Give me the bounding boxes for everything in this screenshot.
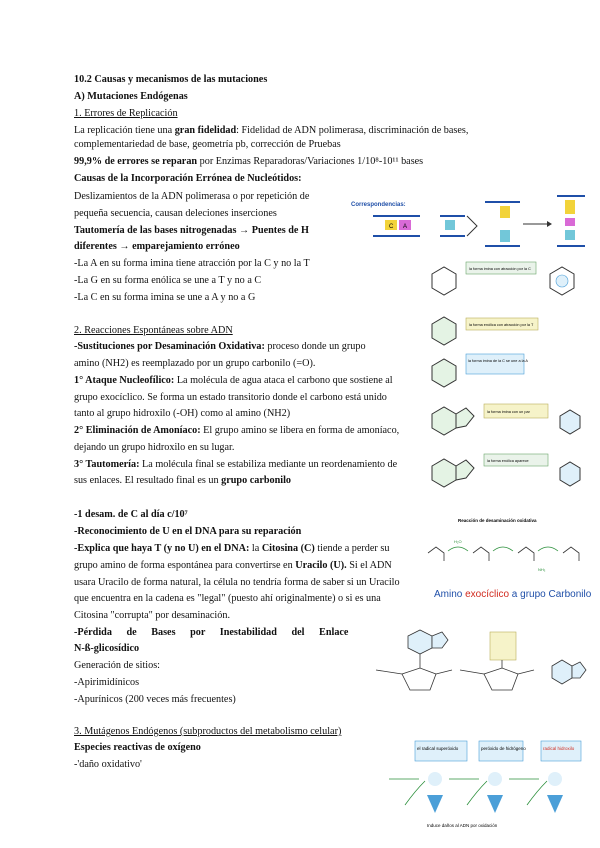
sitio-item: -Apirimidínicos [74, 677, 140, 688]
tautomer-row [432, 454, 580, 487]
step3-line2-bold: grupo carbonilo [221, 475, 292, 486]
svg-text:A: A [403, 224, 408, 230]
step2-bold: 2° Eliminación de Amoníaco: [74, 425, 201, 436]
correspondence-title: Correspondencias: [351, 202, 406, 208]
sitio-item: -Apurínicos (200 veces más frecuentes) [74, 694, 236, 705]
sust-line2: amino (NH2) es reemplazado por un grupo carbonilo (=O). [74, 358, 316, 369]
step1-line1 [74, 374, 393, 387]
expl-line1 [74, 542, 389, 555]
expl-line2-bold: Uracilo (U). [295, 560, 347, 571]
sugar-ring-middle [460, 660, 534, 690]
deamination-reaction-figure [418, 513, 598, 583]
p1-rest: : Fidelidad de ADN polimerasa, discriminación de bases, [236, 125, 469, 136]
tautomer-structures-figure [420, 256, 600, 506]
sust-rest: proceso donde un grupo [264, 341, 366, 352]
desliz-line1: Deslizamientos de la ADN polimerasa o por repetición de [74, 191, 310, 202]
amino-word: Amino [434, 589, 466, 600]
perdida-line1: -Pérdida de Bases por Inestabilidad del Enlace [74, 627, 349, 638]
tautomer-label: la forma enólica aparece [487, 459, 529, 463]
step1-rest: La molécula de agua ataca el carbono que sostiene al [174, 375, 393, 386]
step3-rest: La molécula final se estabiliza mediante un reordenamiento de [139, 459, 398, 470]
expl-bold1: -Explica que haya T (y no U) en el DNA: [74, 543, 250, 554]
base-pair-left [373, 216, 420, 236]
step1-line3: tanto al grupo hidroxilo (-OH) como al amino (NH2) [74, 408, 291, 419]
expl-bold2: Citosina (C) [261, 543, 315, 554]
causas-heading: Causas de la Incorporación Errónea de Nucleótidos: [74, 173, 302, 184]
correspondence-diagram [345, 188, 595, 258]
recon-line: -Reconocimiento de U en el DNA para su reparación [74, 526, 302, 537]
tauto-list-item: -La A en su forma imina tiene atracción por la C y no la T [74, 258, 310, 269]
errores-p1 [74, 124, 532, 137]
espontaneas-heading: 2. Reacciones Espontáneas sobre ADN [74, 325, 233, 336]
tautomer-label: la forma enólica con atracción por la T [469, 323, 534, 327]
errores-p2 [74, 155, 423, 168]
svg-text:C: C [389, 224, 394, 230]
expl-line2 [74, 559, 392, 572]
tautomer-row [432, 262, 574, 295]
exociclico-word: exocíclico [465, 589, 510, 600]
ros-box-label: radical hidroxilo [543, 746, 575, 751]
p1-prefix: La replicación tiene una [74, 125, 175, 136]
mutagenos-heading: 3. Mutágenos Endógenos (subproductos del metabolismo celular) [74, 726, 342, 737]
sust-bold: -Sustituciones por Desaminación Oxidativa: [74, 341, 265, 352]
tautomer-label: la forma imina de la C se une a la A [468, 359, 528, 363]
step2-line2: dejando un grupo hidroxilo en su lugar. [74, 442, 235, 453]
ros-figure [375, 735, 595, 835]
svg-text:H₂O: H₂O [454, 539, 462, 544]
expl-rest2: tiende a perder su [314, 543, 390, 554]
a-word: a [509, 589, 521, 600]
step1-bold: 1° Ataque Nucleofílico: [74, 375, 175, 386]
tautomer-label: la forma imina con un par [487, 410, 530, 414]
p1-bold: gran fidelidad [174, 125, 237, 136]
sust-line1 [74, 340, 366, 353]
expl-line2-prefix: grupo amino de forma espontánea para convertirse en [74, 560, 296, 571]
step3-line2-prefix: sus enlaces. El resultado final es un [74, 475, 222, 486]
section-subtitle: A) Mutaciones Endógenas [74, 91, 188, 102]
tauto-list-item: -La C en su forma imina se une a A y no a G [74, 292, 256, 303]
section-title: 10.2 Causas y mecanismos de las mutaciones [74, 74, 268, 85]
tautomer-row [432, 317, 538, 345]
base-pair-middle [440, 216, 477, 236]
desliz-line2: pequeña secuencia, causan deleciones inserciones [74, 208, 277, 219]
tautomer-row [432, 354, 528, 387]
tautomer-label: la forma imina con atracción por la C [469, 267, 531, 271]
amino-carbonilo-caption [434, 589, 591, 600]
step1-line2: grupo exocíclico. Se forma un estado transitorio donde el carbono está unido [74, 392, 387, 403]
sugar-ring-left [376, 668, 452, 690]
step3-line2 [74, 474, 291, 487]
ros-caption: Induce daños al ADN por oxidación [427, 823, 498, 828]
p2-bold: 99,9% de errores se reparan [74, 156, 198, 167]
tautomer-row [432, 404, 580, 435]
step3-line1 [74, 458, 397, 471]
expl-rest1: la [249, 543, 262, 554]
tauto-list-item: -La G en su forma enólica se une a T y no a C [74, 275, 262, 286]
p2-rest: por Enzimas Reparadoras/Variaciones 1/10⁸-10¹¹ bases [197, 156, 424, 167]
ros-box-label: el radical superóxido [417, 746, 459, 751]
especies-line: Especies reactivas de oxígeno [74, 742, 201, 753]
step2-line1 [74, 424, 399, 437]
step2-rest: El grupo amino se libera en forma de amoníaco, [200, 425, 400, 436]
base-pair-right [485, 196, 585, 246]
errores-p1-line2: complementariedad de base, geometría pb, corrección de Pruebas [74, 139, 341, 150]
dano-line: -'daño oxidativo' [74, 759, 142, 770]
expl-line5: Citosina "corrupta" por desaminación. [74, 610, 230, 621]
errores-heading: 1. Errores de Replicación [74, 108, 178, 119]
expl-line3: usara Uracilo de forma natural, la célula no tendría forma de saber si un Uracilo [74, 577, 400, 588]
expl-line2-rest: Si el ADN [346, 560, 392, 571]
free-purine-right [552, 660, 586, 684]
generacion-line: Generación de sitios: [74, 660, 161, 671]
step3-bold: 3° Tautomería: [74, 459, 140, 470]
ap-sites-figure [356, 626, 596, 712]
desam-rate: -1 desam. de C al día c/10⁷ [74, 509, 188, 520]
svg-text:NH₃: NH₃ [538, 567, 546, 572]
ap-label-box [490, 632, 516, 660]
expl-line4: que encuentra en la cadena es "legal" (puesto ahí originalmente) o si es una [74, 593, 381, 604]
tauto-line2: diferentes → emparejamiento erróneo [74, 241, 240, 252]
deamination-title: Reacción de desaminación oxidativa [458, 518, 537, 523]
carbonilo-word: grupo Carbonilo [520, 589, 592, 600]
tauto-line1: Tautomería de las bases nitrogenadas → Puentes de H [74, 225, 309, 236]
perdida-line2: N-ß-glicosídico [74, 643, 140, 654]
purine-structure-left [408, 630, 448, 668]
ros-box-label: peróxido de hidrógeno [481, 746, 526, 751]
